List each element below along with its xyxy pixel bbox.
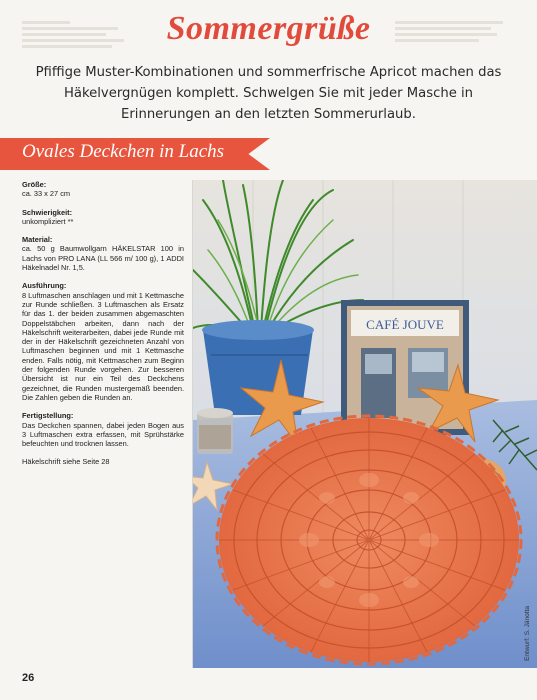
execution-heading: Ausführung: xyxy=(22,281,67,291)
difficulty-text: unkompliziert ** xyxy=(22,216,74,226)
product-photo xyxy=(192,180,537,668)
difficulty-heading: Schwierigkeit: xyxy=(22,207,73,217)
cafe-sign-text: CAFÉ JOUVE xyxy=(366,317,444,332)
size-text: ca. 33 x 27 cm xyxy=(22,189,71,199)
chart-reference: Häkelschrift siehe Seite 28 xyxy=(22,457,110,467)
finishing-text: Das Deckchen spannen, dabei jeden Bogen aus 3 Luftmaschen extra erfassen, mit Sprühstärke befeuchten und trocknen lassen. xyxy=(22,420,184,449)
material-text: ca. 50 g Baumwollgarn HÄKELSTAR 100 in Lachs von PRO LANA (LL 566 m/ 100 g), 1 ADDI Häkelnadel Nr. 1,5. xyxy=(22,244,184,273)
finishing-heading: Fertigstellung: xyxy=(22,411,74,421)
material-heading: Material: xyxy=(22,235,53,245)
execution-text: 8 Luftmaschen anschlagen und mit 1 Kettmasche zur Runde schließen. 3 Luftmaschen als Ersatz für das 1. der beiden zusammen abgemaschten Doppelstäbchen arbeiten, dann nach der Häkelschrift weiterarbeiten, dabei jede Runde mit der in der Häkelschrift gezeichneten Anzahl von Luftmaschen beginnen und mit 1 Kettmasche enden. Falls nötig, mit Kettmaschen zum Beginn der folgenden Runde vorgehen. Zur besseren Übersicht ist nur ein Teil des Deckchens gezeichnet, die Runden mustergemäß beenden. Die Zahlen geben die Runden an. xyxy=(22,290,184,402)
intro-paragraph: Pfiffige Muster-Kombinationen und sommerfrische Apricot machen das Häkelvergnügen komplett. Schwelgen Sie mit jeder Masche in Erinnerungen an den letzten Sommerurlaub. xyxy=(35,65,502,122)
execution-section xyxy=(22,281,184,402)
section-banner-label: Ovales Deckchen in Lachs xyxy=(22,141,225,162)
difficulty-section xyxy=(22,208,184,227)
size-heading: Größe: xyxy=(22,180,47,189)
material-section xyxy=(22,235,184,272)
finishing-section xyxy=(22,411,184,448)
page-title: Sommergrüße xyxy=(166,10,371,47)
page-number: 26 xyxy=(22,672,35,684)
instructions-column xyxy=(22,180,184,467)
candle-glass xyxy=(197,408,233,454)
photo-credit: Entwurf: S. Jänotta xyxy=(524,606,531,661)
size-section xyxy=(22,180,184,199)
